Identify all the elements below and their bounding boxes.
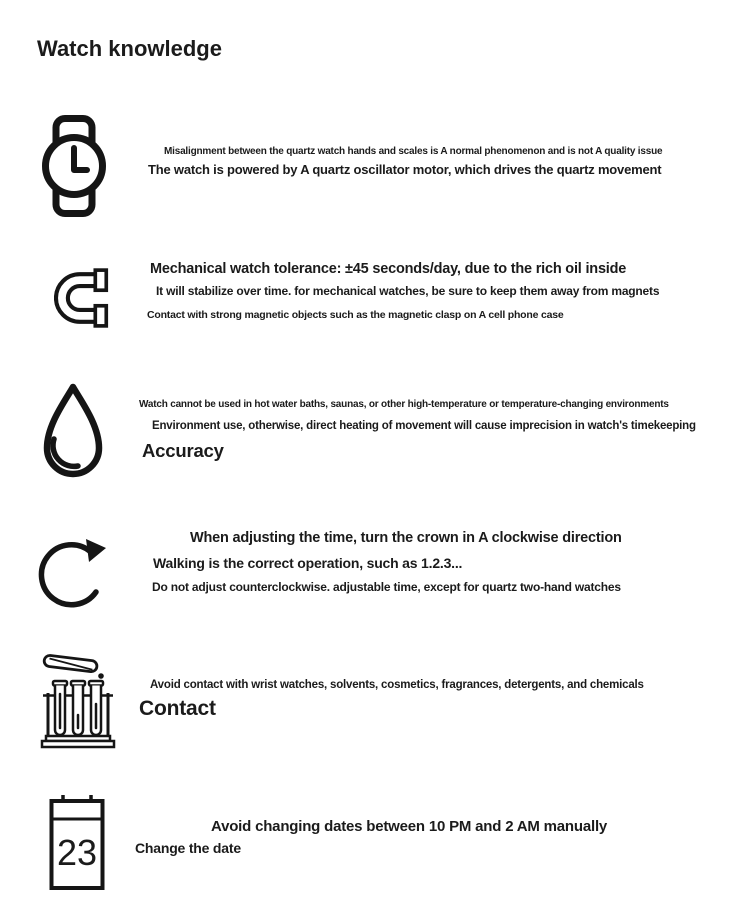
crown-main-line: When adjusting the time, turn the crown in A clockwise direction [190, 530, 622, 546]
temperature-sub-line: Environment use, otherwise, direct heating of movement will cause imprecision in watch's timekeeping [152, 420, 696, 432]
clockwise-arrow-icon [38, 526, 112, 616]
chemicals-note-line: Avoid contact with wrist watches, solvents, cosmetics, fragrances, detergents, and chemicals [150, 679, 644, 691]
date-main-line: Avoid changing dates between 10 PM and 2 AM manually [211, 818, 608, 835]
watch-icon [41, 114, 107, 218]
page-title: Watch knowledge [37, 36, 222, 61]
test-tubes-icon [40, 649, 116, 749]
magnet-main-line: Mechanical watch tolerance: ±45 seconds/day, due to the rich oil inside [150, 261, 627, 277]
quartz-main-line: The watch is powered by A quartz oscillator motor, which drives the quartz movement [148, 162, 662, 177]
calendar-icon [48, 792, 106, 892]
temperature-note-line: Watch cannot be used in hot water baths, saunas, or other high-temperature or temperature-changing environments [139, 399, 669, 410]
magnet-note-line: Contact with strong magnetic objects such as the magnetic clasp on A cell phone case [147, 309, 564, 321]
magnet-sub-line: It will stabilize over time. for mechanical watches, be sure to keep them away from magnets [156, 284, 660, 298]
date-sub-line: Change the date [135, 840, 241, 856]
magnet-icon [54, 266, 111, 330]
quartz-note-line: Misalignment between the quartz watch hands and scales is A normal phenomenon and is not A quality issue [164, 146, 663, 157]
accuracy-heading: Accuracy [142, 440, 224, 461]
calendar-day: 23 [56, 832, 98, 873]
water-drop-icon [40, 382, 106, 482]
crown-note-line: Do not adjust counterclockwise. adjustable time, except for quartz two-hand watches [152, 580, 621, 594]
crown-sub-line: Walking is the correct operation, such as 1.2.3... [153, 555, 463, 571]
contact-heading: Contact [139, 697, 216, 720]
